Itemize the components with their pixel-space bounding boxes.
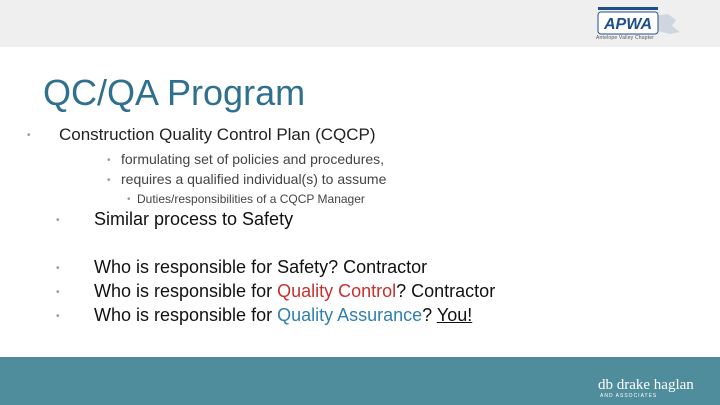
- bullet-safety-process: • Similar process to Safety: [56, 209, 294, 229]
- answer-you: You!: [436, 305, 473, 325]
- sub-bullet-policies: • formulating set of policies and procedures,: [107, 151, 385, 167]
- question-safety: • Who is responsible for Safety? Contractor: [56, 257, 428, 277]
- bullet-mark: •: [56, 310, 60, 322]
- svg-text:AND ASSOCIATES: AND ASSOCIATES: [600, 393, 658, 399]
- question-quality-control: • Who is responsible for Quality Control? Contractor: [56, 281, 496, 301]
- question-quality-assurance: • Who is responsible for Quality Assurance? You!: [56, 305, 473, 325]
- apwa-logo-subtext: Antelope Valley Chapter: [596, 35, 655, 41]
- bullet-mark: •: [107, 174, 111, 186]
- page-title: QC/QA Program: [43, 72, 306, 113]
- bullet-cqcp: • Construction Quality Control Plan (CQCP): [27, 125, 376, 144]
- sub-sub-bullet-duties: • Duties/responsibilities of a CQCP Manager: [127, 192, 365, 206]
- bullet-mark: •: [56, 214, 60, 226]
- bullet-mark: •: [127, 194, 131, 206]
- apwa-logo-text: APWA: [604, 16, 652, 33]
- bullet-mark: •: [56, 286, 60, 298]
- bullet-mark: •: [56, 262, 60, 274]
- sub-bullet-individual: • requires a qualified individual(s) to assume: [107, 171, 387, 187]
- drake-haglan-logo: [598, 373, 698, 399]
- svg-text:db drake haglan: db drake haglan: [598, 377, 694, 393]
- bullet-mark: •: [27, 130, 31, 142]
- bullet-mark: •: [107, 154, 111, 166]
